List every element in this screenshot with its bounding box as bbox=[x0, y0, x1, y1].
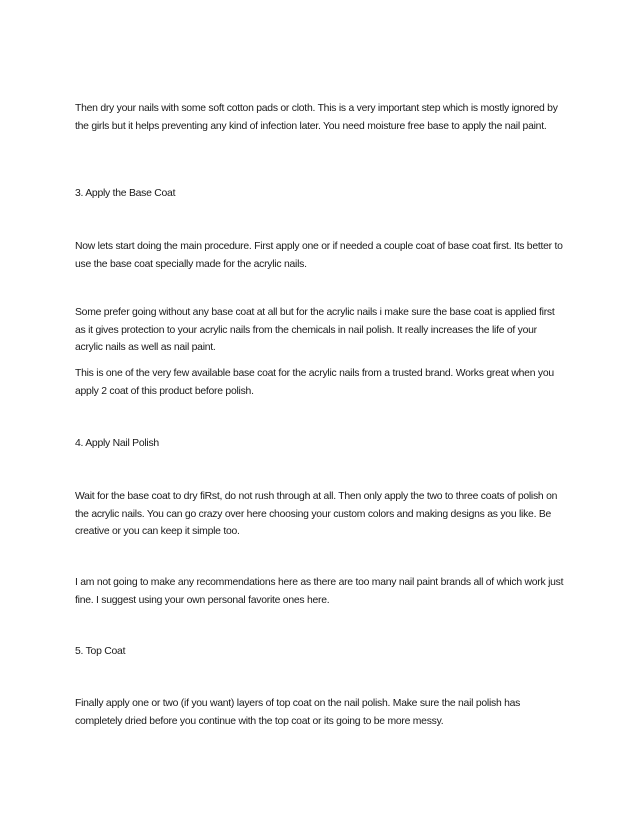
paragraph-polish-coats: Wait for the base coat to dry fiRst, do not rush through at all. Then only apply the two to three coats of polish on the acrylic nails. You can go crazy over here choosing your custom colors and making designs as you like. Be creative or you can keep it simple too. bbox=[75, 491, 558, 537]
paragraph-base-coat-protection: Some prefer going without any base coat at all but for the acrylic nails i make sure the base coat is applied first as it gives protection to your acrylic nails from the chemicals in nail polish. It really increases the life of your acrylic nails as well as nail paint. bbox=[75, 307, 555, 353]
paragraph-base-coat-brand: This is one of the very few available base coat for the acrylic nails from a trusted brand. Works great when you apply 2 coat of this product before polish. bbox=[75, 368, 554, 397]
paragraph-top-coat: Finally apply one or two (if you want) layers of top coat on the nail polish. Make sure the nail polish has completely dried before you continue with the top coat or its going to be more messy. bbox=[75, 698, 521, 727]
heading-apply-base-coat: 3. Apply the Base Coat bbox=[75, 188, 176, 199]
paragraph-main-procedure: Now lets start doing the main procedure. First apply one or if needed a couple coat of base coat first. Its better to use the base coat specially made for the acrylic nails. bbox=[75, 241, 563, 270]
paragraph-dry-nails: Then dry your nails with some soft cotton pads or cloth. This is a very important step which is mostly ignored by the girls but it helps preventing any kind of infection later. You need moisture free base to apply the nail paint. bbox=[75, 103, 558, 132]
heading-apply-nail-polish: 4. Apply Nail Polish bbox=[75, 438, 159, 449]
heading-top-coat: 5. Top Coat bbox=[75, 646, 126, 657]
paragraph-recommendations: I am not going to make any recommendations here as there are too many nail paint brands all of which work just fine. I suggest using your own personal favorite ones here. bbox=[75, 577, 564, 606]
